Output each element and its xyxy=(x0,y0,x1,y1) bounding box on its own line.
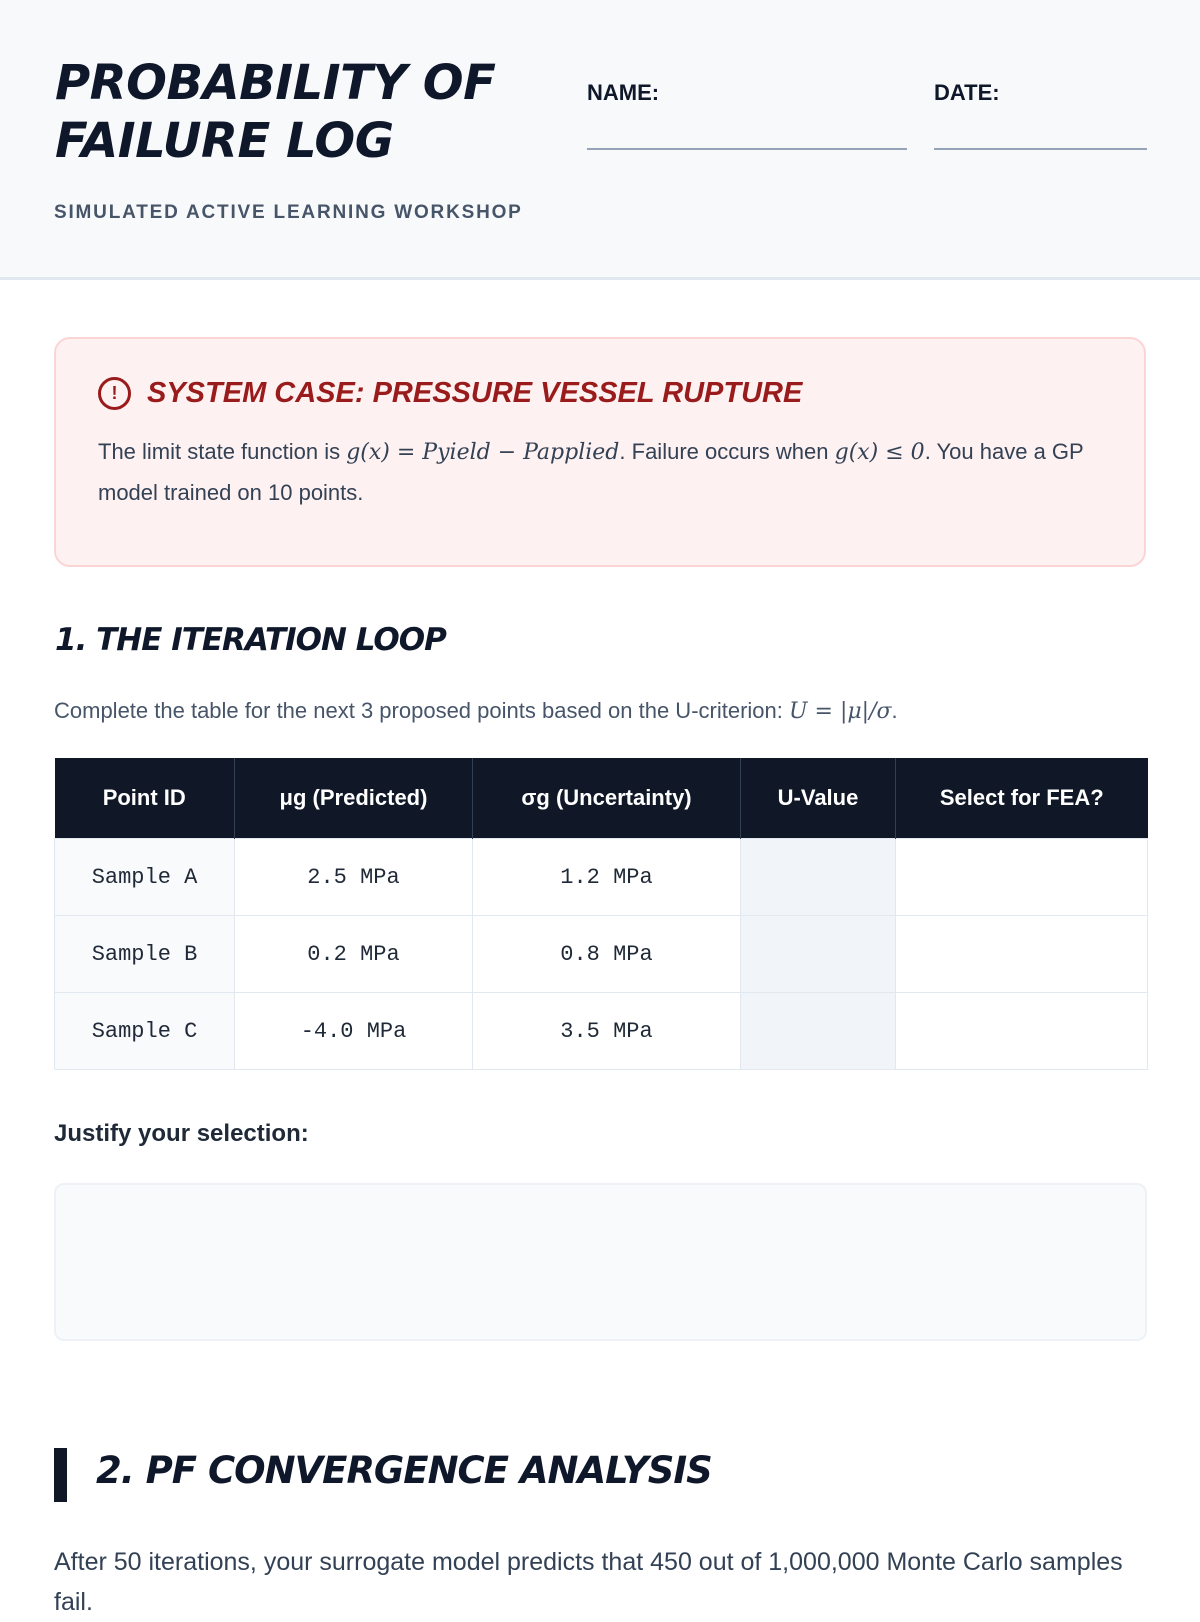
table-row xyxy=(55,916,1148,993)
system-case-alert xyxy=(54,337,1146,567)
date-field[interactable] xyxy=(934,148,1147,150)
sigma-cell: 3.5 MPa xyxy=(473,993,741,1070)
u-value-input[interactable] xyxy=(741,916,896,993)
alert-text-2: . Failure occurs when xyxy=(619,439,835,464)
select-fea-input[interactable] xyxy=(896,916,1148,993)
section-1-title: 1. THE ITERATION LOOP xyxy=(55,622,446,658)
u-value-input[interactable] xyxy=(741,839,896,916)
select-fea-input[interactable] xyxy=(896,993,1148,1070)
section-2-text: After 50 iterations, your surrogate model predicts that 450 out of 1,000,000 Monte Carlo samples fail. xyxy=(54,1548,1123,1616)
mu-cell: 2.5 MPa xyxy=(235,839,473,916)
sigma-cell: 1.2 MPa xyxy=(473,839,741,916)
column-header: U-Value xyxy=(741,758,896,839)
u-criterion-formula: U = |μ|/σ xyxy=(789,699,892,724)
alert-body xyxy=(98,432,1102,513)
sigma-cell: 0.8 MPa xyxy=(473,916,741,993)
column-header: μg (Predicted) xyxy=(235,758,473,839)
limit-state-formula: g(x) = Pyield − Papplied xyxy=(346,440,620,465)
mu-cell: 0.2 MPa xyxy=(235,916,473,993)
date-label: DATE: xyxy=(934,80,1000,105)
point-id-cell: Sample C xyxy=(55,993,235,1070)
point-id-cell: Sample A xyxy=(55,839,235,916)
select-fea-input[interactable] xyxy=(896,839,1148,916)
page-header xyxy=(0,0,1200,280)
alert-circle-icon: ! xyxy=(98,377,131,410)
section-2-accent-bar xyxy=(54,1448,67,1502)
justify-label: Justify your selection: xyxy=(54,1120,309,1147)
alert-title: SYSTEM CASE: PRESSURE VESSEL RUPTURE xyxy=(147,377,803,409)
table-header-row xyxy=(55,758,1148,839)
justify-textarea[interactable] xyxy=(54,1183,1147,1341)
point-id-cell: Sample B xyxy=(55,916,235,993)
alert-text-1: The limit state function is xyxy=(98,439,347,464)
name-field[interactable] xyxy=(587,148,907,150)
u-value-input[interactable] xyxy=(741,993,896,1070)
mu-cell: -4.0 MPa xyxy=(235,993,473,1070)
column-header: σg (Uncertainty) xyxy=(473,758,741,839)
table-row xyxy=(55,839,1148,916)
page-subtitle: SIMULATED ACTIVE LEARNING WORKSHOP xyxy=(54,202,523,223)
name-label: NAME: xyxy=(587,80,660,105)
failure-condition-formula: g(x) ≤ 0 xyxy=(834,440,925,465)
alert-text-3: . You have a GP model trained on 10 points. xyxy=(98,439,1084,505)
iteration-table xyxy=(54,758,1148,1070)
intro-text: Complete the table for the next 3 proposed points based on the U-criterion: xyxy=(54,698,789,723)
column-header: Point ID xyxy=(55,758,235,839)
section-2-title: 2. PF CONVERGENCE ANALYSIS xyxy=(96,1449,712,1492)
intro-end: . xyxy=(891,698,898,723)
alert-header xyxy=(98,377,1102,410)
column-header: Select for FEA? xyxy=(896,758,1148,839)
page-title: PROBABILITY OF FAILURE LOG xyxy=(55,55,496,169)
table-row xyxy=(55,993,1148,1070)
section-1-intro xyxy=(54,698,898,724)
